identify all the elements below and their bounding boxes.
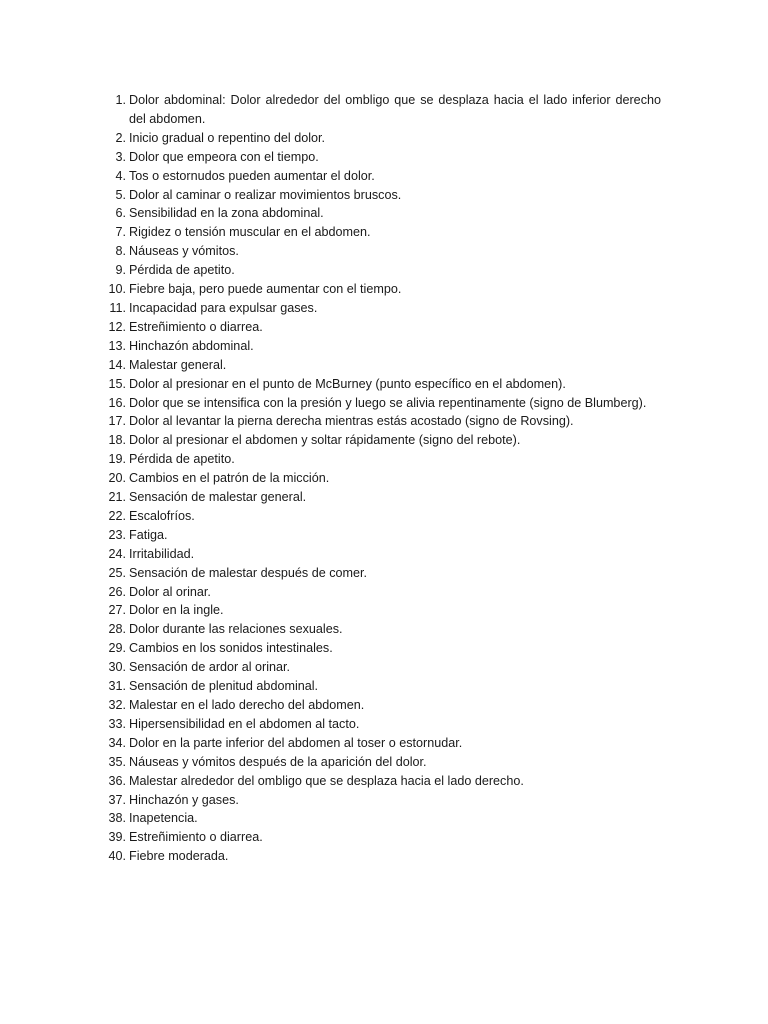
list-item [104, 564, 661, 583]
list-item-text: Estreñimiento o diarrea. [129, 830, 263, 845]
list-item-number: 7. [115, 225, 126, 240]
list-item-text: Estreñimiento o diarrea. [129, 319, 263, 334]
list-item-text: Hinchazón abdominal. [129, 338, 254, 353]
list-item [104, 375, 661, 394]
list-item-number: 12. [108, 319, 126, 334]
list-item [104, 753, 661, 772]
list-item-text: Náuseas y vómitos después de la aparición del dolor. [129, 754, 427, 769]
list-item-text: Dolor en la ingle. [129, 603, 224, 618]
list-item-number: 8. [115, 244, 126, 259]
list-item-number: 32. [108, 698, 126, 712]
list-item [104, 167, 661, 186]
list-item-number: 26. [108, 584, 126, 599]
list-item-text: Inicio gradual o repentino del dolor. [129, 130, 326, 145]
list-item-text: Sensación de plenitud abdominal. [129, 679, 319, 694]
list-item [104, 507, 661, 526]
list-item-text: Fiebre moderada. [129, 849, 229, 864]
list-item [104, 356, 661, 375]
list-item-text: Dolor abdominal: Dolor alrededor del ombligo que se desplaza hacia el lado inferior derecho del abdomen. [129, 93, 661, 126]
list-item [104, 299, 661, 318]
list-item-number: 31. [108, 679, 126, 694]
list-item [104, 431, 661, 450]
list-item-number: 30. [108, 660, 126, 675]
list-item-text: Escalofríos. [129, 508, 195, 523]
list-item [104, 223, 661, 242]
list-item [104, 772, 661, 791]
list-item-number: 13. [108, 338, 126, 353]
list-item-number: 34. [108, 735, 126, 750]
list-item-number: 25. [108, 565, 126, 580]
list-item-text: Irritabilidad. [129, 546, 195, 561]
list-item-text: Dolor que se intensifica con la presión y luego se alivia repentinamente (signo de Blumberg). [129, 395, 647, 410]
list-item-number: 20. [108, 471, 126, 486]
list-item-number: 37. [108, 792, 126, 807]
list-item-number: 9. [115, 263, 126, 278]
list-item-text: Dolor al levantar la pierna derecha mientras estás acostado (signo de Rovsing). [129, 414, 574, 429]
list-item [104, 696, 661, 715]
list-item-text: Hinchazón y gases. [129, 792, 239, 807]
list-item-text: Dolor en la parte inferior del abdomen al toser o estornudar. [129, 735, 463, 750]
list-item [104, 828, 661, 847]
list-item-text: Dolor al caminar o realizar movimientos bruscos. [129, 187, 402, 202]
symptom-list [104, 91, 661, 866]
list-item [104, 280, 661, 299]
list-item-text: Pérdida de apetito. [129, 263, 235, 278]
list-item-number: 33. [108, 716, 126, 731]
list-item-text: Hipersensibilidad en el abdomen al tacto. [129, 716, 360, 731]
list-item-text: Fatiga. [129, 527, 168, 542]
list-item-number: 36. [108, 773, 126, 788]
list-item [104, 469, 661, 488]
list-item [104, 847, 661, 866]
list-item [104, 91, 661, 129]
list-item [104, 186, 661, 205]
list-item-number: 1. [115, 93, 126, 107]
list-item [104, 545, 661, 564]
list-item-number: 23. [108, 527, 126, 542]
list-item-text: Pérdida de apetito. [129, 452, 235, 467]
list-item-number: 38. [108, 811, 126, 826]
list-item-number: 22. [108, 508, 126, 523]
list-item [104, 677, 661, 696]
list-item-text: Náuseas y vómitos. [129, 244, 239, 259]
list-item-text: Rigidez o tensión muscular en el abdomen. [129, 225, 371, 240]
list-item-text: Dolor durante las relaciones sexuales. [129, 622, 343, 637]
list-item-number: 18. [108, 433, 126, 448]
list-item-text: Dolor al presionar el abdomen y soltar rápidamente (signo del rebote). [129, 433, 521, 448]
list-item-number: 16. [108, 395, 126, 410]
list-item-number: 24. [108, 546, 126, 561]
list-item-text: Incapacidad para expulsar gases. [129, 300, 318, 315]
list-item [104, 242, 661, 261]
list-item-text: Sensación de malestar general. [129, 490, 307, 505]
list-item [104, 148, 661, 167]
list-item-number: 19. [108, 452, 126, 467]
list-item [104, 450, 661, 469]
list-item [104, 715, 661, 734]
list-item-text: Sensación de malestar después de comer. [129, 565, 368, 580]
list-item-number: 5. [115, 187, 126, 202]
list-item [104, 488, 661, 507]
list-item-number: 27. [108, 603, 126, 618]
list-item-number: 35. [108, 754, 126, 769]
list-item-text: Malestar alrededor del ombligo que se desplaza hacia el lado derecho. [129, 773, 524, 788]
list-item [104, 394, 661, 413]
list-item-number: 29. [108, 641, 126, 656]
list-item [104, 620, 661, 639]
list-item-number: 21. [108, 490, 126, 505]
list-item-text: Fiebre baja, pero puede aumentar con el tiempo. [129, 282, 402, 297]
list-item-number: 17. [108, 414, 126, 429]
list-item-number: 28. [108, 622, 126, 637]
list-item-text: Cambios en los sonidos intestinales. [129, 641, 333, 656]
list-item [104, 809, 661, 828]
list-item [104, 337, 661, 356]
list-item [104, 318, 661, 337]
list-item [104, 204, 661, 223]
list-item [104, 639, 661, 658]
list-item-text: Cambios en el patrón de la micción. [129, 471, 330, 486]
list-item-number: 39. [108, 830, 126, 845]
list-item-number: 3. [115, 149, 126, 164]
list-item-text: Malestar general. [129, 357, 227, 372]
list-item-text: Tos o estornudos pueden aumentar el dolor. [129, 168, 375, 183]
list-item-number: 4. [115, 168, 126, 183]
list-item-number: 2. [115, 130, 126, 145]
list-item-text: Sensibilidad en la zona abdominal. [129, 206, 324, 221]
list-item-number: 6. [115, 206, 126, 221]
list-item-text: Inapetencia. [129, 811, 198, 826]
list-item [104, 734, 661, 753]
list-item-number: 40. [108, 849, 126, 864]
list-item-text: Malestar en el lado derecho del abdomen. [129, 698, 365, 712]
list-item-text: Sensación de ardor al orinar. [129, 660, 291, 675]
list-item-text: Dolor que empeora con el tiempo. [129, 149, 319, 164]
list-item [104, 412, 661, 431]
list-item [104, 658, 661, 677]
list-item [104, 601, 661, 620]
list-item-number: 15. [108, 376, 126, 391]
list-item-text: Dolor al presionar en el punto de McBurney (punto específico en el abdomen). [129, 376, 566, 391]
list-item [104, 583, 661, 602]
list-item-number: 10. [108, 282, 126, 297]
list-item-number: 14. [108, 357, 126, 372]
list-item [104, 129, 661, 148]
list-item [104, 791, 661, 810]
list-item [104, 526, 661, 545]
list-item [104, 261, 661, 280]
list-item-text: Dolor al orinar. [129, 584, 211, 599]
list-item-number: 11. [109, 300, 126, 315]
